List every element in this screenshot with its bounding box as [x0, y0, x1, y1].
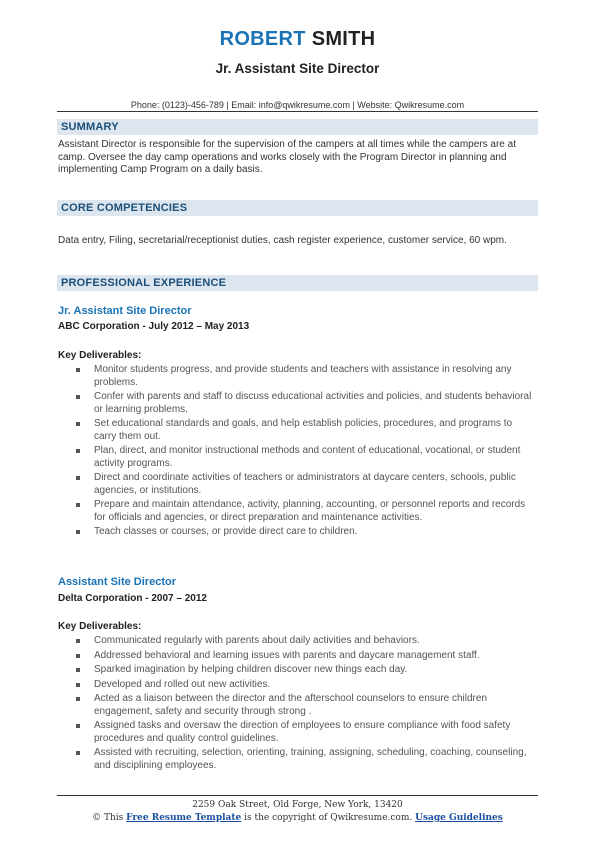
summary-heading: SUMMARY	[61, 121, 119, 133]
square-bullet-icon	[76, 503, 80, 507]
square-bullet-icon	[76, 422, 80, 426]
list-item	[58, 720, 536, 745]
list-item-text: Assisted with recruiting, selection, orienting, training, assigning, scheduling, coaching, counseling, and disciplining employees.	[94, 747, 527, 771]
list-item	[58, 679, 536, 692]
list-item	[58, 526, 536, 539]
competencies-heading: CORE COMPETENCIES	[61, 202, 188, 214]
last-name: SMITH	[311, 28, 376, 50]
job-2-deliverables-list	[58, 635, 536, 774]
summary-heading-bar	[57, 119, 538, 135]
footer-address: 2259 Oak Street, Old Forge, New York, 13420	[192, 800, 403, 810]
candidate-name	[0, 28, 595, 51]
contact-line: Phone: (0123)-456-789 | Email: info@qwikresume.com | Website: Qwikresume.com	[130, 100, 465, 110]
footer-copyright	[0, 813, 595, 823]
square-bullet-icon	[76, 530, 80, 534]
list-item	[58, 391, 536, 416]
footer-divider	[57, 795, 538, 796]
list-item-text: Prepare and maintain attendance, activity, planning, accounting, or personnel reports and records for officials and agencies, or direct preparation and maintenance activities.	[94, 499, 526, 523]
experience-heading-bar	[57, 275, 538, 291]
list-item-text: Acted as a liaison between the director and the afterschool counselors to ensure children engagement, safety and security through strong .	[94, 693, 488, 717]
list-item-text: Direct and coordinate activities of teachers or administrators at daycare centers, schools, public agencies, or institutions.	[94, 472, 516, 496]
list-item-text: Teach classes or courses, or provide direct care to children.	[94, 526, 358, 537]
list-item-text: Plan, direct, and monitor instructional methods and content of educational, vocational, or student activity programs.	[94, 445, 521, 469]
job-1-deliverables-list	[58, 364, 536, 541]
list-item	[58, 418, 536, 443]
square-bullet-icon	[76, 654, 80, 658]
square-bullet-icon	[76, 639, 80, 643]
candidate-title: Jr. Assistant Site Director	[215, 61, 380, 76]
list-item-text: Confer with parents and staff to discuss educational activities and policies, and students behavioral or learning problems.	[94, 391, 532, 415]
job-title: Jr. Assistant Site Director	[58, 305, 192, 317]
square-bullet-icon	[76, 395, 80, 399]
square-bullet-icon	[76, 697, 80, 701]
square-bullet-icon	[76, 683, 80, 687]
header-divider	[57, 111, 538, 112]
usage-guidelines-link[interactable]: Usage Guidelines	[415, 813, 503, 823]
square-bullet-icon	[76, 449, 80, 453]
square-bullet-icon	[76, 368, 80, 372]
key-deliverables-label: Key Deliverables:	[58, 350, 142, 361]
list-item	[58, 445, 536, 470]
square-bullet-icon	[76, 724, 80, 728]
list-item-text: Monitor students progress, and provide students and teachers with assistance in resolving any problems.	[94, 364, 512, 388]
list-item-text: Developed and rolled out new activities.	[94, 678, 271, 690]
experience-heading: PROFESSIONAL EXPERIENCE	[61, 277, 227, 289]
copyright-prefix: © This	[92, 813, 127, 823]
list-item	[58, 635, 536, 648]
competencies-heading-bar	[57, 200, 538, 216]
summary-text: Assistant Director is responsible for the supervision of the campers at all times while the campers are at camp. Oversee the day camp operations and works closely with the Program Director in planning and implementing Camp Program on a daily basis.	[58, 139, 516, 175]
job-title: Assistant Site Director	[58, 576, 176, 588]
key-deliverables-label: Key Deliverables:	[58, 621, 142, 632]
list-item-text: Addressed behavioral and learning issues with parents and daycare management staff.	[94, 649, 480, 661]
list-item-text: Communicated regularly with parents about daily activities and behaviors.	[94, 635, 420, 646]
copyright-middle: is the copyright of Qwikresume.com.	[241, 813, 416, 823]
square-bullet-icon	[76, 476, 80, 480]
free-resume-template-link[interactable]: Free Resume Template	[126, 813, 242, 823]
list-item	[58, 650, 536, 663]
job-company: ABC Corporation - July 2012 – May 2013	[58, 321, 250, 332]
competencies-text: Data entry, Filing, secretarial/receptionist duties, cash register experience, customer service, 60 wpm.	[58, 235, 507, 246]
job-company: Delta Corporation - 2007 – 2012	[58, 593, 207, 604]
first-name: ROBERT	[219, 28, 306, 50]
list-item	[58, 693, 536, 718]
list-item	[58, 747, 536, 772]
list-item-text: Assigned tasks and oversaw the direction of employees to ensure compliance with food safety procedures and quality control guidelines.	[94, 720, 511, 744]
list-item	[58, 499, 536, 524]
square-bullet-icon	[76, 668, 80, 672]
list-item	[58, 364, 536, 389]
list-item-text: Set educational standards and goals, and help establish policies, procedures, and programs to carry them out.	[94, 418, 513, 442]
list-item-text: Sparked imagination by helping children discover new things each day.	[94, 664, 408, 675]
square-bullet-icon	[76, 751, 80, 755]
list-item	[58, 664, 536, 677]
list-item	[58, 472, 536, 497]
